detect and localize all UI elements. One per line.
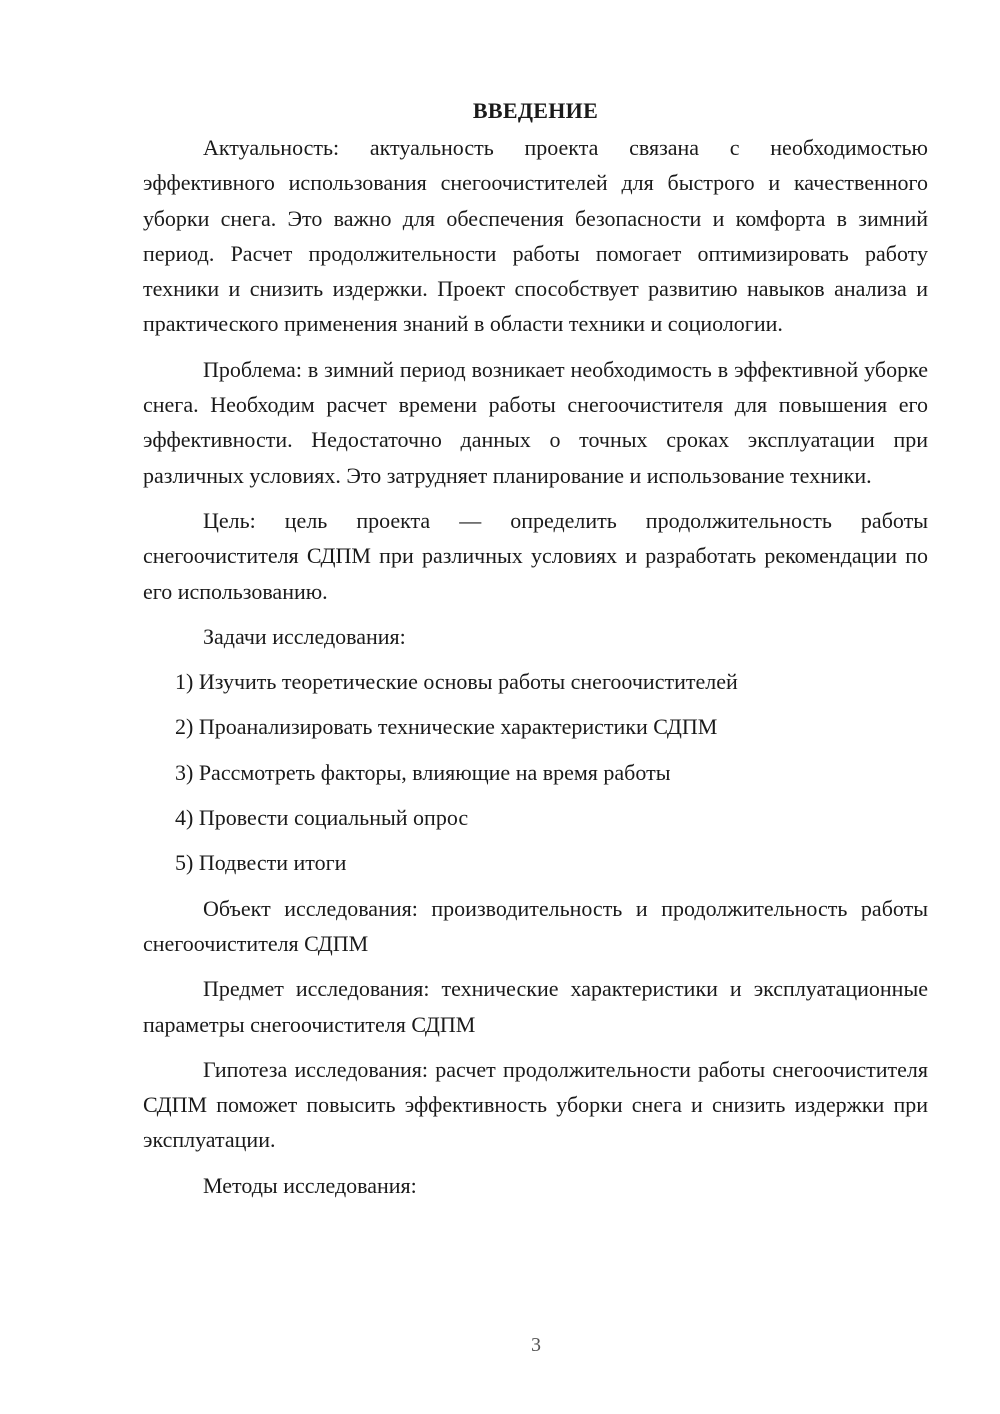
paragraph-subject: Предмет исследования: технические характеристики и эксплуатационные параметры снегоочистителя СДПМ — [143, 976, 928, 1037]
task-item-1: 1) Изучить теоретические основы работы снегоочистителей — [175, 669, 738, 695]
paragraph-problem: Проблема: в зимний период возникает необходимость в эффективной уборке снега. Необходим расчет времени работы снегоочистителя для повышения его эффективности. Недостаточно данных о точных сроках эксплуатации при различных условиях. Это затрудняет планирование и использование техники. — [143, 356, 928, 488]
task-item-4: 4) Провести социальный опрос — [175, 805, 469, 831]
paragraph-hypothesis: Гипотеза исследования: расчет продолжительности работы снегоочистителя СДПМ поможет повысить эффективность уборки снега и снизить издержки при эксплуатации. — [143, 1056, 928, 1153]
paragraph-object: Объект исследования: производительность и продолжительность работы снегоочистителя СДПМ — [143, 895, 928, 956]
task-item-5: 5) Подвести итоги — [175, 850, 347, 876]
paragraph-goal: Цель: цель проекта — определить продолжительность работы снегоочистителя СДПМ при различных условиях и разработать рекомендации по его использованию. — [143, 507, 928, 604]
paragraph-methods: Методы исследования: — [203, 1172, 417, 1198]
paragraph-relevance: Актуальность: актуальность проекта связана с необходимостью эффективного использования снегоочистителей для быстрого и качественного уборки снега. Это важно для обеспечения безопасности и комфорта в зимний период. Расчет продолжительности работы помогает оптимизировать работу техники и снизить издержки. Проект способствует развитию навыков анализа и практического применения знаний в области техники и социологии. — [143, 135, 928, 337]
document-page — [143, 96, 928, 1213]
task-item-3: 3) Рассмотреть факторы, влияющие на время работы — [175, 759, 671, 785]
section-title: ВВЕДЕНИЕ — [472, 98, 599, 123]
page-number: 3 — [531, 1334, 541, 1356]
task-item-2: 2) Проанализировать технические характеристики СДПМ — [175, 714, 718, 740]
paragraph-tasks-heading: Задачи исследования: — [203, 623, 406, 649]
